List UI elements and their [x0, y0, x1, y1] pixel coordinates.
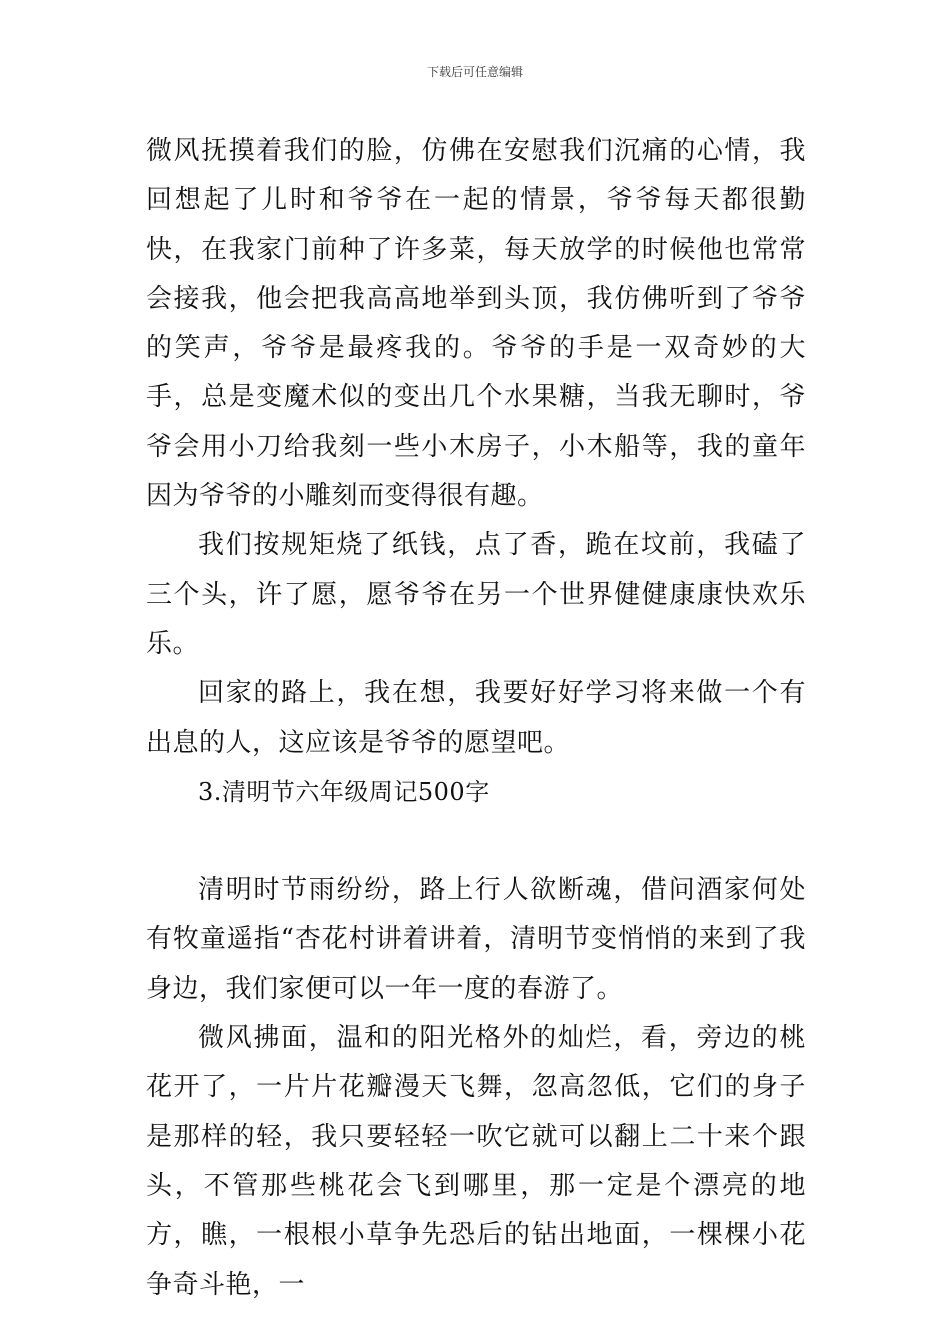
- section-heading: 3.清明节六年级周记500字: [198, 777, 490, 806]
- document-body: [146, 127, 806, 1310]
- page-header: 下载后可任意编辑: [426, 65, 523, 79]
- paragraph-memory: 微风抚摸着我们的脸，仿佛在安慰我们沉痛的心情，我回想起了儿时和爷爷在一起的情景，爷爷每天都很勤快，在我家门前种了许多菜，每天放学的时候他也常常会接我，他会把我高高地举到头顶，我仿佛听到了爷爷的笑声，爷爷是最疼我的。爷爷的手是一双奇妙的大手，总是变魔术似的变出几个水果糖，当我无聊时，爷爷会用小刀给我刻一些小木房子，小木船等，我的童年因为爷爷的小雕刻而变得很有趣。: [146, 136, 806, 512]
- paragraph-spring: 微风拂面，温和的阳光格外的灿烂，看，旁边的桃花开了，一片片花瓣漫天飞舞，忽高忽低，它们的身子是那样的轻，我只要轻轻一吹它就可以翻上二十来个跟头，不管那些桃花会飞到哪里，那一定是个漂亮的地方，瞧，一根根小草争先恐后的钻出地面，一棵棵小花争奇斗艳，一: [146, 1023, 806, 1300]
- blank-line: [146, 817, 806, 866]
- paragraph-poem: 清明时节雨纷纷，路上行人欲断魂，借问酒家何处有牧童遥指“杏花村讲着讲着，清明节变悄悄的来到了我身边，我们家便可以一年一度的春游了。: [146, 875, 806, 1004]
- paragraph-ritual: 我们按规矩烧了纸钱，点了香，跪在坟前，我磕了三个头，许了愿，愿爷爷在另一个世界健健康康快欢乐乐。: [146, 530, 806, 659]
- paragraph-way-home: 回家的路上，我在想，我要好好学习将来做一个有出息的人，这应该是爷爷的愿望吧。: [146, 678, 806, 758]
